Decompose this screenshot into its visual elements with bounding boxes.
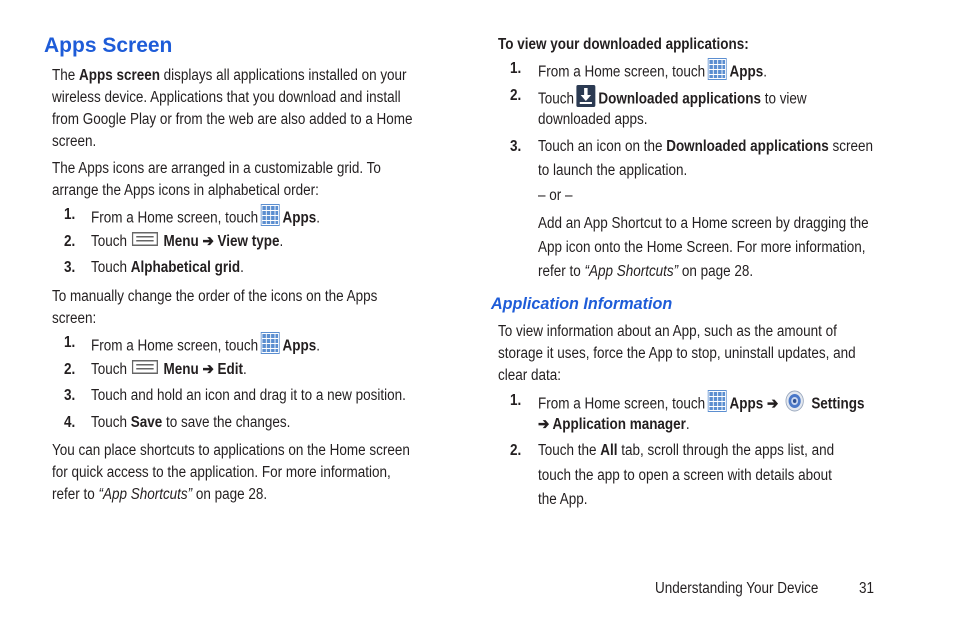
step-text-continued: downloaded apps. (538, 111, 648, 128)
step-text-continued: the App. (538, 491, 588, 508)
intro-line-3: from Google Play or from the web are also added to a Home (52, 111, 413, 128)
paragraph-line: To view information about an App, such as the amount of (498, 323, 837, 340)
paragraph-line: refer to “App Shortcuts” on page 28. (52, 486, 268, 503)
paragraph-line: storage it uses, force the App to stop, uninstall updates, and (498, 345, 856, 362)
step-number: 3. (64, 259, 76, 276)
step-number: 3. (510, 138, 522, 155)
cross-reference-link[interactable]: “App Shortcuts” (98, 486, 193, 503)
footer-section-name: Understanding Your Device (655, 580, 819, 597)
step-text: Touch and hold an icon and drag it to a new position. (91, 387, 406, 404)
apps-grid-icon (261, 204, 280, 233)
cross-reference-link[interactable]: “App Shortcuts” (584, 263, 679, 280)
step-text: Touch the All tab, scroll through the apps list, and (538, 442, 835, 459)
step-text: From a Home screen, touch Apps. (538, 58, 767, 87)
step-text: Touch Save to save the changes. (91, 414, 291, 431)
paragraph-line: To manually change the order of the icons on the Apps (52, 288, 378, 305)
menu-icon (132, 359, 158, 381)
step-text: Touch Menu ➔ Edit. (91, 359, 247, 381)
step-text: From a Home screen, touch Apps ➔ Settings (538, 390, 865, 419)
paragraph-line: screen: (52, 310, 97, 327)
step-number: 2. (64, 233, 76, 250)
intro-line-2: wireless device. Applications that you download and install (52, 89, 401, 106)
section-heading: To view your downloaded applications: (498, 36, 749, 53)
paragraph-line: clear data: (498, 367, 561, 384)
step-text: From a Home screen, touch Apps. (91, 204, 320, 233)
step-number: 3. (64, 387, 76, 404)
step-text: Touch Downloaded applications to view (538, 85, 807, 114)
alt-line: App icon onto the Home Screen. For more information, (538, 239, 866, 256)
step-text: Touch Menu ➔ View type. (91, 231, 283, 253)
apps-grid-icon (708, 58, 727, 87)
apps-grid-icon (708, 390, 727, 419)
step-text-continued: to launch the application. (538, 162, 688, 179)
step-number: 1. (510, 60, 522, 77)
apps-grid-icon (261, 332, 280, 361)
menu-icon (132, 231, 158, 253)
step-text: From a Home screen, touch Apps. (91, 332, 320, 361)
step-number: 2. (510, 87, 522, 104)
step-text-continued: ➔ Application manager. (538, 416, 690, 433)
intro-line-1: The Apps screen displays all applications installed on your (52, 67, 407, 84)
paragraph-line: arrange the Apps icons in alphabetical order: (52, 182, 319, 199)
step-number: 1. (64, 206, 76, 223)
page-title: Apps Screen (44, 34, 173, 57)
or-separator: – or – (538, 187, 573, 204)
step-number: 1. (510, 392, 522, 409)
paragraph-line: for quick access to the application. For more information, (52, 464, 391, 481)
alt-line: Add an App Shortcut to a Home screen by dragging the (538, 215, 869, 232)
section-subtitle: Application Information (491, 294, 673, 313)
step-number: 2. (64, 361, 76, 378)
page-number: 31 (859, 580, 875, 597)
intro-line-4: screen. (52, 133, 97, 150)
paragraph-line: The Apps icons are arranged in a customizable grid. To (52, 160, 381, 177)
paragraph-line: You can place shortcuts to applications on the Home screen (52, 442, 410, 459)
step-text-continued: touch the app to open a screen with details about (538, 467, 832, 484)
step-text: Touch an icon on the Downloaded applications screen (538, 138, 874, 155)
step-number: 4. (64, 414, 76, 431)
step-number: 2. (510, 442, 522, 459)
settings-gear-icon (785, 390, 804, 419)
step-number: 1. (64, 334, 76, 351)
step-text: Touch Alphabetical grid. (91, 259, 244, 276)
alt-line: refer to “App Shortcuts” on page 28. (538, 263, 754, 280)
